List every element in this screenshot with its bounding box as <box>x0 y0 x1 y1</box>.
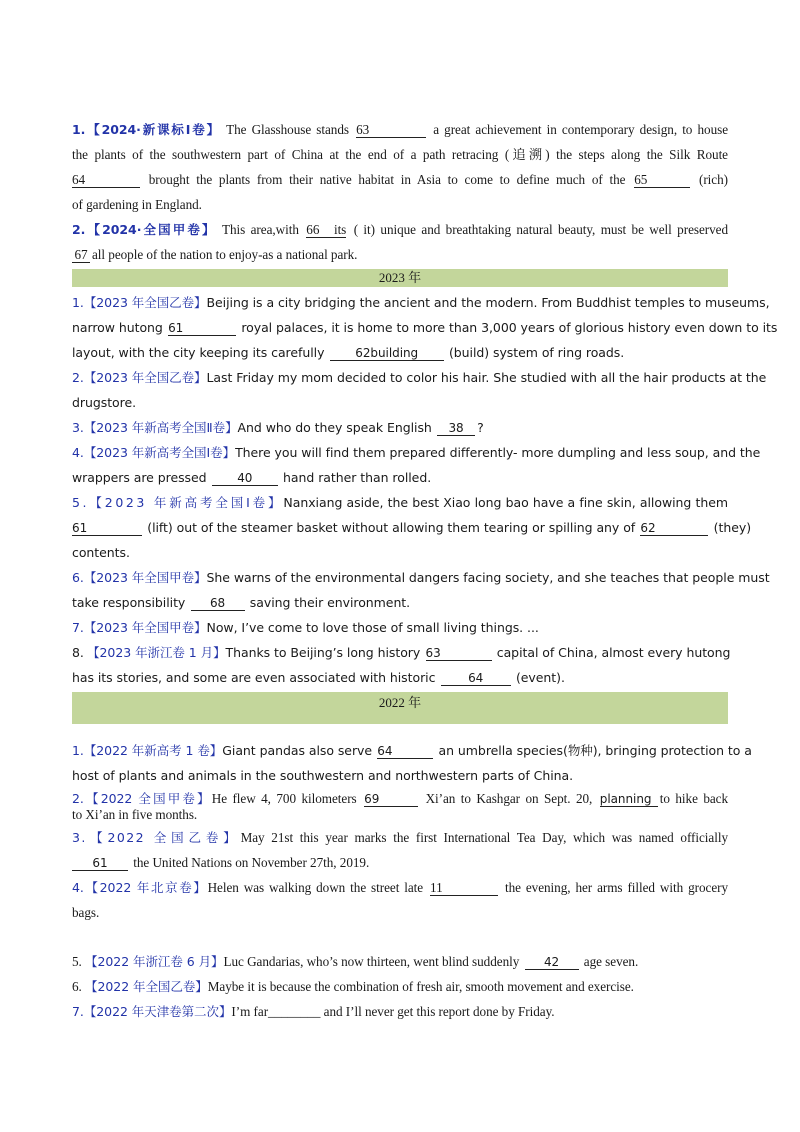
text: Luc Gandarias, who’s now thirteen, went blind suddenly <box>223 954 520 969</box>
question-number: 8. <box>72 645 84 660</box>
question-number: 5. <box>72 954 82 969</box>
text: And who do they speak English <box>237 420 432 435</box>
text: (event). <box>515 670 565 685</box>
text-line <box>72 117 728 142</box>
source-tag: 1.【2023 年全国乙卷】 <box>72 295 207 310</box>
answer-blank-38[interactable]: 38 <box>437 421 475 436</box>
question-2022-6 <box>72 974 728 999</box>
text-line <box>72 788 728 805</box>
answer-blank-63[interactable]: 63 <box>356 123 426 138</box>
source-tag: 【2023 年浙江卷 1 月】 <box>87 645 226 660</box>
text-line <box>72 365 767 390</box>
answer-blank-64[interactable]: 64 <box>377 744 433 759</box>
text-line <box>72 640 731 665</box>
question-2023-1 <box>72 290 778 365</box>
text-line <box>72 515 752 540</box>
answer-blank-61[interactable]: 61 <box>168 321 236 336</box>
text-line <box>72 217 728 242</box>
answer-blank-61[interactable]: 61 <box>72 856 128 871</box>
source-tag: 7.【2023 年全国甲卷】 <box>72 620 207 635</box>
question-2023-5 <box>72 490 752 565</box>
spacer <box>72 925 728 949</box>
text: Now, I’ve come to love those of small living things. ... <box>206 620 539 635</box>
text: Maybe it is because the combination of fresh air, smooth movement and exercise. <box>207 979 634 994</box>
text: age seven. <box>583 954 639 969</box>
spacer <box>72 726 728 738</box>
question-number: 2. <box>72 222 86 237</box>
source-tag: 7.【2022 年天津卷第二次】 <box>72 1004 232 1019</box>
answer-planning[interactable]: planning <box>600 792 658 807</box>
text: Thanks to Beijing’s long history <box>225 645 421 660</box>
text-line: the plants of the southwestern part of China at the end of a path retracing (追溯) the steps along the Silk Route <box>72 147 728 162</box>
source-tag: 6.【2023 年全国甲卷】 <box>72 570 207 585</box>
answer-blank-40[interactable]: 40 <box>212 471 278 486</box>
text: ( it) unique and breathtaking natural beauty, must be well preserved <box>353 222 728 237</box>
question-2023-8 <box>72 640 731 690</box>
text: She warns of the environmental dangers facing society, and she teaches that people must <box>206 570 770 585</box>
text-line <box>72 290 770 315</box>
answer-blank-64[interactable]: 64 <box>441 671 511 686</box>
question-2023-6 <box>72 565 770 615</box>
source-tag: 2.【2023 年全国乙卷】 <box>72 370 207 385</box>
text: Xi’an to Kashgar on Sept. 20, <box>425 791 593 806</box>
question-2023-3 <box>72 415 728 440</box>
answer-blank-67[interactable]: 67 <box>72 248 90 263</box>
text: Giant pandas also serve <box>222 743 373 758</box>
text-line: to Xi’an in five months. <box>72 807 198 822</box>
text: has its stories, and some are even associated with historic <box>72 670 436 685</box>
text-line <box>72 167 728 192</box>
text: and I’ll never get this report done by Friday. <box>323 1004 555 1019</box>
text: brought the plants from their native habitat in Asia to come to define much of the <box>148 172 626 187</box>
answer-blank-61[interactable]: 61 <box>72 521 142 536</box>
question-2022-3 <box>72 825 728 875</box>
source-tag: 【2022 年全国乙卷】 <box>85 979 208 994</box>
text-line: bags. <box>72 905 100 920</box>
text-line <box>72 465 728 490</box>
section-header-2023: 2023 年 <box>72 269 728 287</box>
source-tag: 2.【2022 全国甲卷】 <box>72 791 212 806</box>
text: a great achievement in contemporary design, to house <box>433 122 729 137</box>
question-2024-1 <box>72 117 728 217</box>
text: saving their environment. <box>249 595 411 610</box>
text-line <box>72 490 728 515</box>
text: an umbrella species(物种), bringing protection to a <box>438 743 752 758</box>
text: the evening, her arms filled with grocery <box>504 880 729 895</box>
text-line <box>72 565 770 590</box>
text: The Glasshouse stands <box>226 122 349 137</box>
text: May 21st this year marks the first International Tea Day, which was named officially <box>240 830 728 845</box>
answer-blank-64[interactable]: 64 <box>72 173 140 188</box>
answer-blank-62[interactable]: 62building <box>330 346 444 361</box>
section-header-2022: 2022 年 <box>72 692 728 724</box>
text: take responsibility <box>72 595 186 610</box>
question-2022-2 <box>72 788 728 825</box>
text: royal palaces, it is home to more than 3,000 years of glorious history even down to its <box>241 320 778 335</box>
text: Nanxiang aside, the best Xiao long bao have a fine skin, allowing them <box>283 495 728 510</box>
question-number: 1. <box>72 122 86 137</box>
text: There you will find them prepared differently- more dumpling and less soup, and the <box>235 445 761 460</box>
source-tag: 3.【2022 全国乙卷】 <box>72 830 241 845</box>
answer-blank-11[interactable]: 11 <box>430 881 498 896</box>
text-line <box>72 315 778 340</box>
answer-blank-62[interactable]: 62 <box>640 521 708 536</box>
text: (build) system of ring roads. <box>448 345 625 360</box>
question-2022-1 <box>72 738 752 788</box>
source-tag: 3.【2023 年新高考全国Ⅱ卷】 <box>72 420 238 435</box>
text: ? <box>477 420 484 435</box>
question-number: 6. <box>72 979 82 994</box>
text-line: contents. <box>72 545 130 560</box>
source-tag: 1.【2022 年新高考 1 卷】 <box>72 743 223 758</box>
text: He flew 4, 700 kilometers <box>211 791 357 806</box>
text-line <box>72 440 761 465</box>
answer-blank-68[interactable]: 68 <box>191 596 245 611</box>
text: layout, with the city keeping its carefully <box>72 345 325 360</box>
text-line: host of plants and animals in the southwestern and northwestern parts of China. <box>72 768 574 783</box>
answer-blank-66[interactable]: 66 its <box>306 222 347 237</box>
text-line <box>72 242 728 267</box>
text-line <box>72 850 728 875</box>
question-2023-7 <box>72 615 728 640</box>
text: hand rather than rolled. <box>283 470 432 485</box>
text: (rich) <box>699 172 728 187</box>
text: (lift) out of the steamer basket without allowing them tearing or spilling any of <box>147 520 636 535</box>
text: (they) <box>713 520 752 535</box>
document-page <box>72 117 778 1024</box>
text-line: drugstore. <box>72 395 137 410</box>
text: to hike back <box>659 791 729 806</box>
source-tag: 【2024·新课标Ⅰ卷】 <box>85 122 221 137</box>
text-line <box>72 875 728 900</box>
question-2022-7 <box>72 999 728 1024</box>
text-line <box>72 340 728 365</box>
source-tag: 4.【2022 年北京卷】 <box>72 880 208 895</box>
text: This area,with <box>221 222 299 237</box>
text: I’m far________ <box>231 1004 321 1019</box>
source-tag: 5.【2023 年新高考全国Ⅰ卷】 <box>72 495 284 510</box>
text: the United Nations on November 27th, 2019. <box>133 855 370 870</box>
text-line <box>72 825 728 850</box>
answer-blank-69[interactable]: 69 <box>364 792 418 807</box>
source-tag: 【2022 年浙江卷 6 月】 <box>85 954 224 969</box>
text: all people of the nation to enjoy-as a national park. <box>92 247 358 262</box>
text: capital of China, almost every hutong <box>496 645 731 660</box>
text-line <box>72 665 728 690</box>
question-2022-5 <box>72 949 728 974</box>
text: Last Friday my mom decided to color his hair. She studied with all the hair products at the <box>206 370 767 385</box>
question-2022-4 <box>72 875 728 925</box>
question-2024-2 <box>72 217 728 267</box>
text: wrappers are pressed <box>72 470 207 485</box>
source-tag: 【2024·全国甲卷】 <box>85 222 217 237</box>
text-line: of gardening in England. <box>72 197 202 212</box>
source-tag: 4.【2023 年新高考全国Ⅰ卷】 <box>72 445 236 460</box>
text-line <box>72 738 752 763</box>
answer-blank-63[interactable]: 63 <box>426 646 492 661</box>
text: Helen was walking down the street late <box>207 880 424 895</box>
text: Beijing is a city bridging the ancient and the modern. From Buddhist temples to museums, <box>206 295 770 310</box>
answer-blank-65[interactable]: 65 <box>634 173 690 188</box>
text: narrow hutong <box>72 320 163 335</box>
answer-blank-42[interactable]: 42 <box>525 955 579 970</box>
question-2023-2 <box>72 365 767 415</box>
question-2023-4 <box>72 440 761 490</box>
text-line <box>72 590 728 615</box>
